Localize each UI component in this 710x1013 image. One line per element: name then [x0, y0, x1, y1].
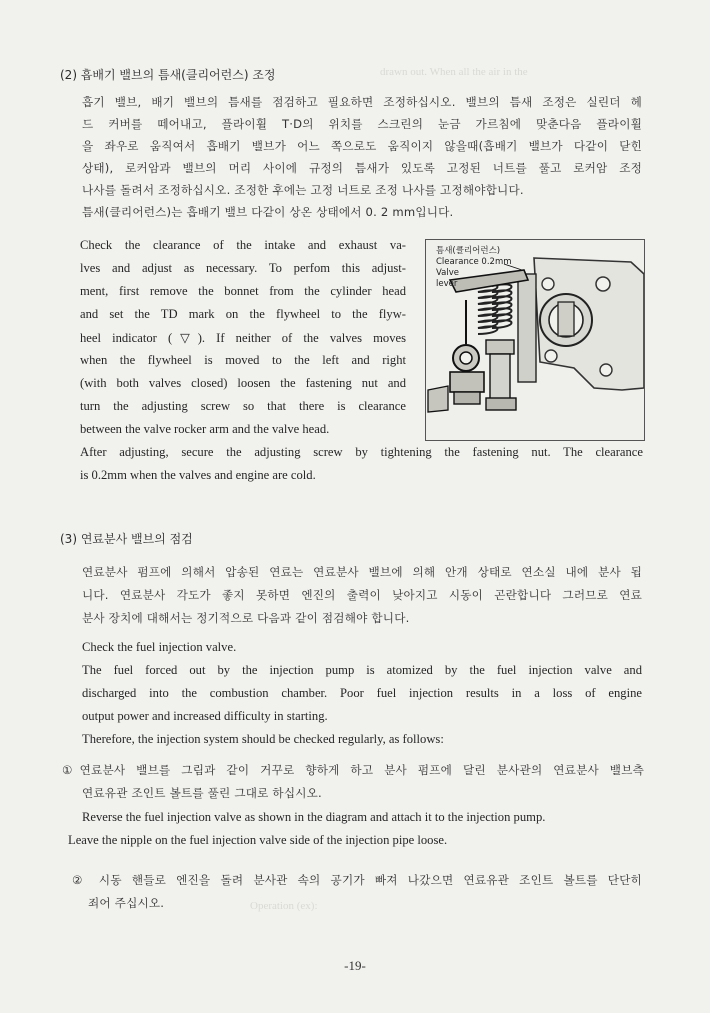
en-line: heel indicator (▽). If neither of the valves moves: [80, 331, 406, 345]
step1-ko-line: 연료유관 조인트 볼트를 풀린 그대로 하십시오.: [82, 786, 322, 800]
en-line: between the valve rocker arm and the valve head.: [80, 422, 330, 436]
en-line: lves and adjust as necessary. To perfom this adjust-: [80, 261, 406, 275]
en-line: when the flywheel is moved to the left and right: [80, 353, 406, 367]
en-line: Therefore, the injection system should be checked regularly, as follows:: [82, 732, 444, 746]
valve-clearance-figure: [425, 239, 645, 441]
page-number: -19-: [344, 958, 366, 973]
ko-line: 드 커버를 떼어내고, 플라이휠 T·D의 위치를 스크린의 눈금 가르침에 맞춘다음 플라이휠: [82, 117, 642, 131]
section2-heading: (2) 흡배기 밸브의 틈새(클리어런스) 조정: [60, 68, 276, 82]
figure-label-clearance: Clearance 0.2mm: [436, 257, 512, 267]
en-line: turn the adjusting screw so that there is clearance: [80, 399, 406, 413]
en-line: discharged into the combustion chamber. Poor fuel injection results in a loss of engine: [82, 686, 642, 700]
ko-line: 분사 장치에 대해서는 정기적으로 다음과 같이 점검해야 합니다.: [82, 611, 410, 625]
en-line: Check the fuel injection valve.: [82, 640, 237, 654]
step1-ko-line: ①연료분사 밸브를 그림과 같이 거꾸로 향하게 하고 분사 펌프에 달린 분사관의 연료분사 밸브측: [62, 763, 644, 777]
manual-page: drawn out. When all the air in the Operation (ex): (2) 흡배기 밸브의 틈새(클리어런스) 조정 흡기 밸브, 배기 밸브의 틈새를 점검하고 필요하면 조정하십시오. 밸브의 틈새 조정은 실린더 헤 드 커버를 떼어내고, 플라이휠 T·D의 위치를 스크린의 눈금 가르침에 맞춘다음 플라이휠 을 좌우로 움직여서 흡배기 밸브가 어느 쪽으로도 움직이지 않을때(흡배기 밸브가 다같이 닫힌 상태), 로커암과 밸브의 머리 사이에 규정의 틈새가 있도록 고정된 너트를 풀고 로커암 조정 나사를 돌려서 조정하십시오. 조정한 후에는 고정 너트로 조정 나사를 고정해야합니다. 틈새(클리어런스)는 흡배기 밸브 다같이 상온 상태에서 0. 2 mm입니다. Check the clearance of the intake and exhaust va- lves and adjust as necessary. To perfom this adjust- ment, first remove the bonnet from the cylinder head and set the TD mark on the flywheel to the flyw- heel indicator (▽). If neither of the valves moves when the flywheel is moved to the left and right (with both valves closed) loosen the fastening nut and turn the adjusting screw so that there is clearance between the valve rocker arm and the valve head. After adjusting, secure the adjusting screw by tightening the fastening nut. The clearance is 0.2mm when the valves and engine are cold. 틈새(클리어런스) Clearance 0.2mm Valve lever (3) 연료분사 밸브의 점검 연료분사 펌프에 의해서 압송된 연료는 연료분사 밸브에 의해 안개 상태로 연소실 내에 분사 됩 니다. 연료분사 각도가 좋지 못하면 엔진의 출력이 낮아지고 시동이 곤란합니다 그러므로 연료 분사 장치에 대해서는 정기적으로 다음과 같이 점검해야 합니다. Check the fuel injection valve. The fuel forced out by the injection pump is atomized by the fuel injection valve and discharged into the combustion chamber. Poor fuel injection results in a loss of engine output power and increased difficulty in starting. Therefore, the injection system should be checked regularly, as follows: ①연료분사 밸브를 그림과 같이 거꾸로 향하게 하고 분사 펌프에 달린 분사관의 연료분사 밸브측 연료유관 조인트 볼트를 풀린 그대로 하십시오. Reverse the fuel injection valve as shown in the diagram and attach it to the injection pump. Leave the nipple on the fuel injection valve side of the injection pipe loose. ② 시동 핸들로 엔진을 돌려 분사관 속의 공기가 빠져 나갔으면 연료유관 조인트 볼트를 단단히 죄어 주십시오. -19-: [0, 0, 710, 1013]
en-line: Check the clearance of the intake and exhaust va-: [80, 238, 406, 252]
ko-line: 틈새(클리어런스)는 흡배기 밸브 다같이 상온 상태에서 0. 2 mm입니다.: [82, 205, 454, 219]
figure-label-valve: Valve: [436, 268, 459, 278]
en-line: and set the TD mark on the flywheel to the flyw-: [80, 307, 406, 321]
ko-line: 을 좌우로 움직여서 흡배기 밸브가 어느 쪽으로도 움직이지 않을때(흡배기 밸브가 다같이 닫힌: [82, 139, 642, 153]
ko-line: 연료분사 펌프에 의해서 압송된 연료는 연료분사 밸브에 의해 안개 상태로 연소실 내에 분사 됩: [82, 565, 642, 579]
step1-en-line: Leave the nipple on the fuel injection valve side of the injection pipe loose.: [68, 833, 448, 847]
step2-ko-line: 죄어 주십시오.: [88, 896, 165, 910]
ko-line: 나사를 돌려서 조정하십시오. 조정한 후에는 고정 너트로 조정 나사를 고정해야합니다.: [82, 183, 524, 197]
ko-line: 니다. 연료분사 각도가 좋지 못하면 엔진의 출력이 낮아지고 시동이 곤란합니다 그러므로 연료: [82, 588, 642, 602]
figure-label-lever: lever: [436, 279, 458, 289]
step2-ko-line: ② 시동 핸들로 엔진을 돌려 분사관 속의 공기가 빠져 나갔으면 연료유관 조인트 볼트를 단단히: [72, 873, 642, 887]
figure-label-ko: 틈새(클리어런스): [436, 246, 501, 256]
en-line: output power and increased difficulty in starting.: [82, 709, 328, 723]
section3-heading: (3) 연료분사 밸브의 점검: [60, 532, 193, 546]
en-line: (with both valves closed) loosen the fastening nut and: [80, 376, 406, 390]
en-line: The fuel forced out by the injection pump is atomized by the fuel injection valve and: [82, 663, 642, 677]
en-line: After adjusting, secure the adjusting screw by tightening the fastening nut. The clearance: [80, 445, 643, 459]
en-line: is 0.2mm when the valves and engine are cold.: [80, 468, 316, 482]
ko-line: 흡기 밸브, 배기 밸브의 틈새를 점검하고 필요하면 조정하십시오. 밸브의 틈새 조정은 실린더 헤: [82, 95, 642, 109]
en-line: ment, first remove the bonnet from the cylinder head: [80, 284, 406, 298]
step1-en-line: Reverse the fuel injection valve as shown in the diagram and attach it to the injection pump.: [82, 810, 546, 824]
ko-line: 상태), 로커암과 밸브의 머리 사이에 규정의 틈새가 있도록 고정된 너트를 풀고 로커암 조정: [82, 161, 642, 175]
